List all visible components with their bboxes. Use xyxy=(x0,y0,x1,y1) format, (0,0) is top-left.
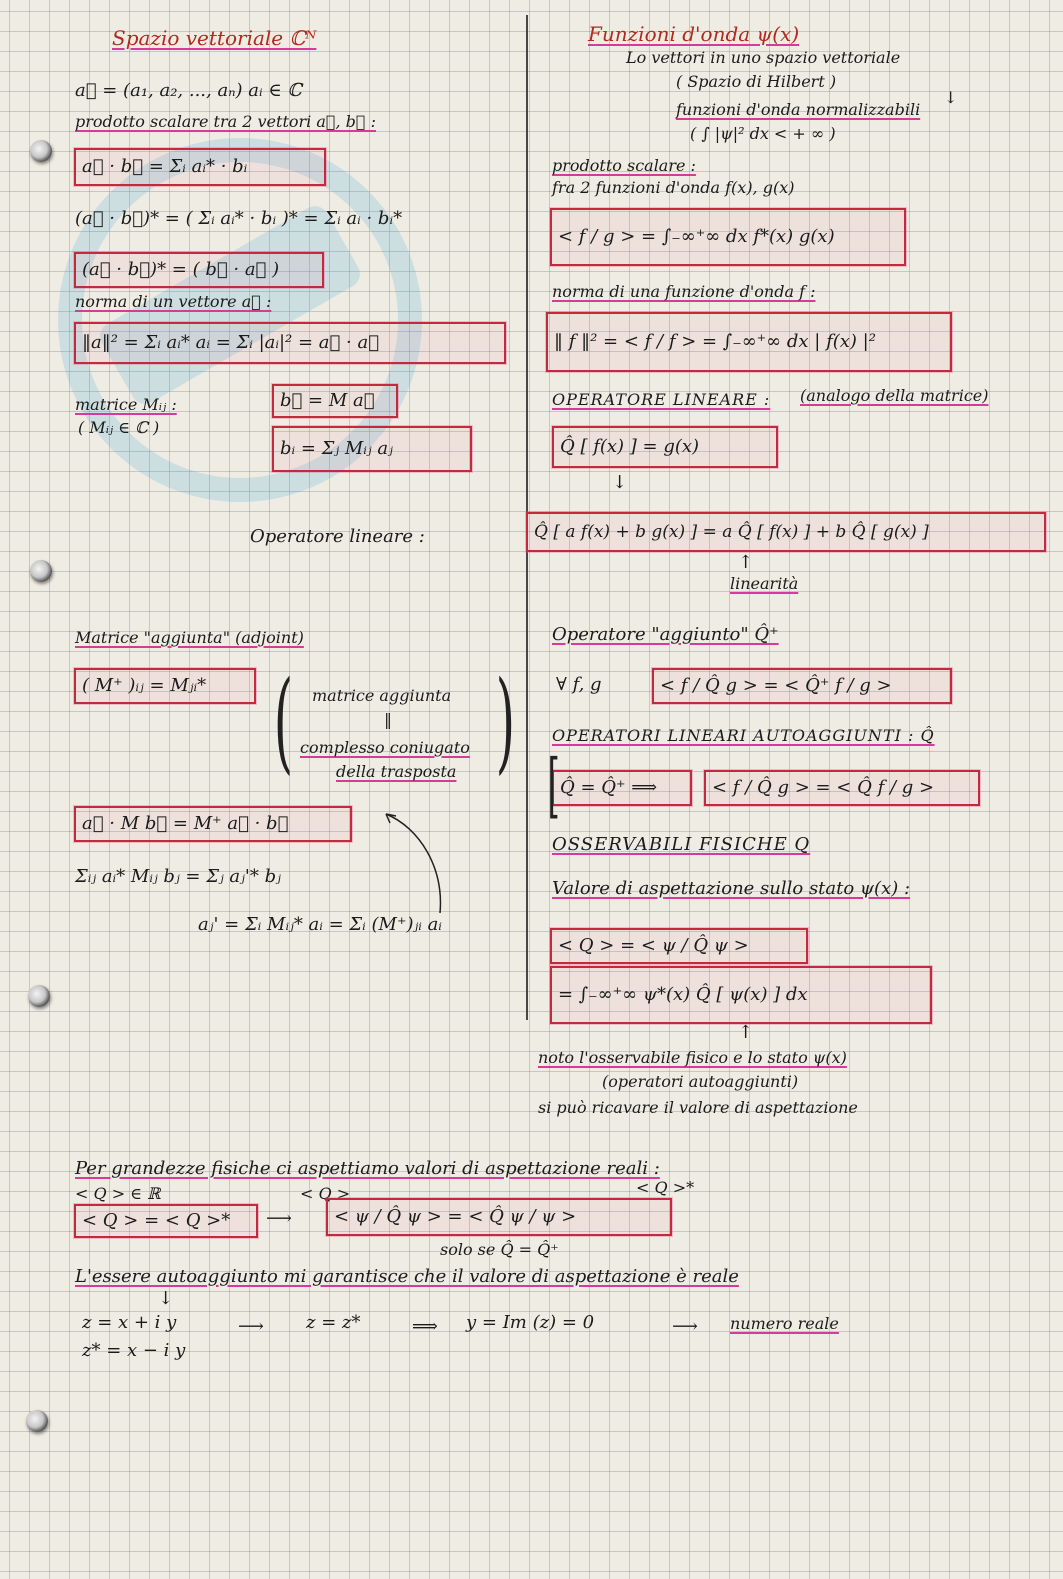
scalar-product-formula: a⃗ · b⃗ = Σᵢ aᵢ* · bᵢ xyxy=(74,148,326,186)
z-arrow-3: ⟶ xyxy=(672,1316,698,1337)
left-title: Spazio vettoriale ℂᴺ xyxy=(112,26,317,50)
linear-operator-label: Operatore lineare : xyxy=(250,526,425,547)
q-middle: < Q > xyxy=(300,1184,351,1203)
matrix-formula-component: bᵢ = Σⱼ Mᵢⱼ aⱼ xyxy=(272,426,472,472)
curved-arrow xyxy=(380,808,460,918)
matrix-domain: ( Mᵢⱼ ∈ ℂ ) xyxy=(78,418,160,437)
sum-expansion: Σᵢⱼ aᵢ* Mᵢⱼ bⱼ = Σⱼ aⱼ'* bⱼ xyxy=(75,866,281,887)
z-conjugate: z* = x − i y xyxy=(82,1340,186,1361)
left-paren: ( xyxy=(273,657,294,785)
expectation-arrow: ↑ xyxy=(738,1022,754,1043)
q-conjugate: < Q >* xyxy=(636,1178,695,1197)
matrix-formula-vector: b⃗ = M a⃗ xyxy=(272,384,398,418)
operator-chain: < ψ / Q̂ ψ > = < Q̂ ψ / ψ > xyxy=(326,1198,672,1236)
forall-label: ∀ f, g xyxy=(556,674,602,695)
z-equality: z = z* xyxy=(306,1312,361,1333)
adjoint-note-3: della trasposta xyxy=(336,762,457,781)
adjoint-matrix-formula: ( M⁺ )ᵢⱼ = Mⱼᵢ* xyxy=(74,668,256,704)
adjoint-note-eq: ‖ xyxy=(384,710,392,729)
expectation-real-equality: < Q > = < Q >* xyxy=(74,1204,258,1238)
expectation-label: Valore di aspettazione sullo stato ψ(x) : xyxy=(552,878,911,899)
self-adjoint-condition: Q̂ = Q̂⁺ ⟹ xyxy=(552,770,692,806)
norm-label: norma di un vettore a⃗ : xyxy=(75,292,272,311)
expectation-note-2: (operatori autoaggiunti) xyxy=(602,1072,799,1091)
binder-hole xyxy=(26,1410,48,1432)
real-condition: < Q > ∈ ℝ xyxy=(75,1184,161,1203)
right-scalar-product-label: prodotto scalare : xyxy=(552,156,696,175)
binder-hole xyxy=(30,140,52,162)
norm-condition: ( ∫ |ψ|² dx < + ∞ ) xyxy=(690,124,836,143)
adjoint-note-1: matrice aggiunta xyxy=(312,686,452,705)
norm-formula: ‖a‖² = Σᵢ aᵢ* aᵢ = Σᵢ |aᵢ|² = a⃗ · a⃗ xyxy=(74,322,506,364)
expectation-note-3: si può ricavare il valore di aspettazione xyxy=(538,1098,858,1117)
expectation-formula-1: < Q > = < ψ / Q̂ ψ > xyxy=(550,928,808,964)
adjoint-operator-formula: < f / Q̂ g > = < Q̂⁺ f / g > xyxy=(652,668,952,704)
linear-operator-heading: OPERATORE LINEARE : xyxy=(552,390,771,409)
equality-arrow: ⟶ xyxy=(266,1208,292,1229)
linearity-label: linearità xyxy=(730,574,799,593)
vector-definition: a⃗ = (a₁, a₂, ..., aₙ) aᵢ ∈ ℂ xyxy=(75,80,302,101)
z-definition: z = x + i y xyxy=(82,1312,177,1333)
binder-hole xyxy=(30,560,52,582)
z-arrow-1: ⟶ xyxy=(238,1316,264,1337)
operator-action: Q̂ [ f(x) ] = g(x) xyxy=(552,426,778,468)
conjugate-result: (a⃗ · b⃗)* = ( b⃗ · a⃗ ) xyxy=(74,252,324,288)
prime-definition: aⱼ' = Σᵢ Mᵢⱼ* aᵢ = Σᵢ (M⁺)ⱼᵢ aᵢ xyxy=(198,914,442,935)
adjoint-product: a⃗ · M b⃗ = M⁺ a⃗ · b⃗ xyxy=(74,806,352,842)
z-down-arrow: ↓ xyxy=(158,1288,174,1309)
bottom-line-2: L'essere autoaggiunto mi garantisce che il valore di aspettazione è reale xyxy=(75,1266,739,1287)
expectation-note-1: noto l'osservabile fisico e lo stato ψ(x) xyxy=(538,1048,847,1067)
scalar-product-label: prodotto scalare tra 2 vettori a⃗, b⃗ : xyxy=(75,112,376,131)
right-scalar-product-formula: < f / g > = ∫₋∞⁺∞ dx f*(x) g(x) xyxy=(550,208,906,266)
self-adjoint-bracket: [ xyxy=(547,744,560,826)
only-if-label: solo se Q̂ = Q̂⁺ xyxy=(440,1240,559,1259)
adjoint-matrix-label: Matrice "aggiunta" (adjoint) xyxy=(75,628,304,647)
matrix-label: matrice Mᵢⱼ : xyxy=(75,395,177,414)
linear-operator-note: (analogo della matrice) xyxy=(800,386,989,405)
real-number-label: numero reale xyxy=(730,1314,839,1333)
right-norm-label: norma di una funzione d'onda f : xyxy=(552,282,816,301)
im-zero: y = Im (z) = 0 xyxy=(466,1312,595,1333)
hilbert-arrow: ↓ xyxy=(944,88,958,107)
right-norm-formula: ‖ f ‖² = < f / f > = ∫₋∞⁺∞ dx | f(x) |² xyxy=(546,312,952,372)
observables-label: OSSERVABILI FISICHE Q xyxy=(552,834,811,855)
right-title: Funzioni d'onda ψ(x) xyxy=(588,22,800,46)
adjoint-operator-label: Operatore "aggiunto" Q̂⁺ xyxy=(552,624,779,645)
bottom-line-1: Per grandezze fisiche ci aspettiamo valori di aspettazione reali : xyxy=(75,1158,660,1179)
operator-arrow: ↓ xyxy=(612,472,628,493)
self-adjoint-label: OPERATORI LINEARI AUTOAGGIUNTI : Q̂ xyxy=(552,726,935,745)
conjugate-formula: (a⃗ · b⃗)* = ( Σᵢ aᵢ* · bᵢ )* = Σᵢ aᵢ · bᵢ* xyxy=(75,208,403,229)
right-paren: ) xyxy=(495,657,516,785)
linearity-formula: Q̂ [ a f(x) + b g(x) ] = a Q̂ [ f(x) ] + b Q̂ [ g(x) ] xyxy=(526,512,1046,552)
normalizable-label: funzioni d'onda normalizzabili xyxy=(676,100,921,119)
between-functions-label: fra 2 funzioni d'onda f(x), g(x) xyxy=(552,178,795,197)
binder-hole xyxy=(28,985,50,1007)
adjoint-note-2: complesso coniugato xyxy=(300,738,470,757)
expectation-formula-2: = ∫₋∞⁺∞ ψ*(x) Q̂ [ ψ(x) ] dx xyxy=(550,966,932,1024)
linearity-arrow: ↑ xyxy=(738,552,754,573)
vectors-note: Lo vettori in uno spazio vettoriale xyxy=(626,48,901,67)
hilbert-label: ( Spazio di Hilbert ) xyxy=(676,72,837,91)
self-adjoint-formula: < f / Q̂ g > = < Q̂ f / g > xyxy=(704,770,980,806)
z-arrow-2: ⟹ xyxy=(412,1316,438,1337)
